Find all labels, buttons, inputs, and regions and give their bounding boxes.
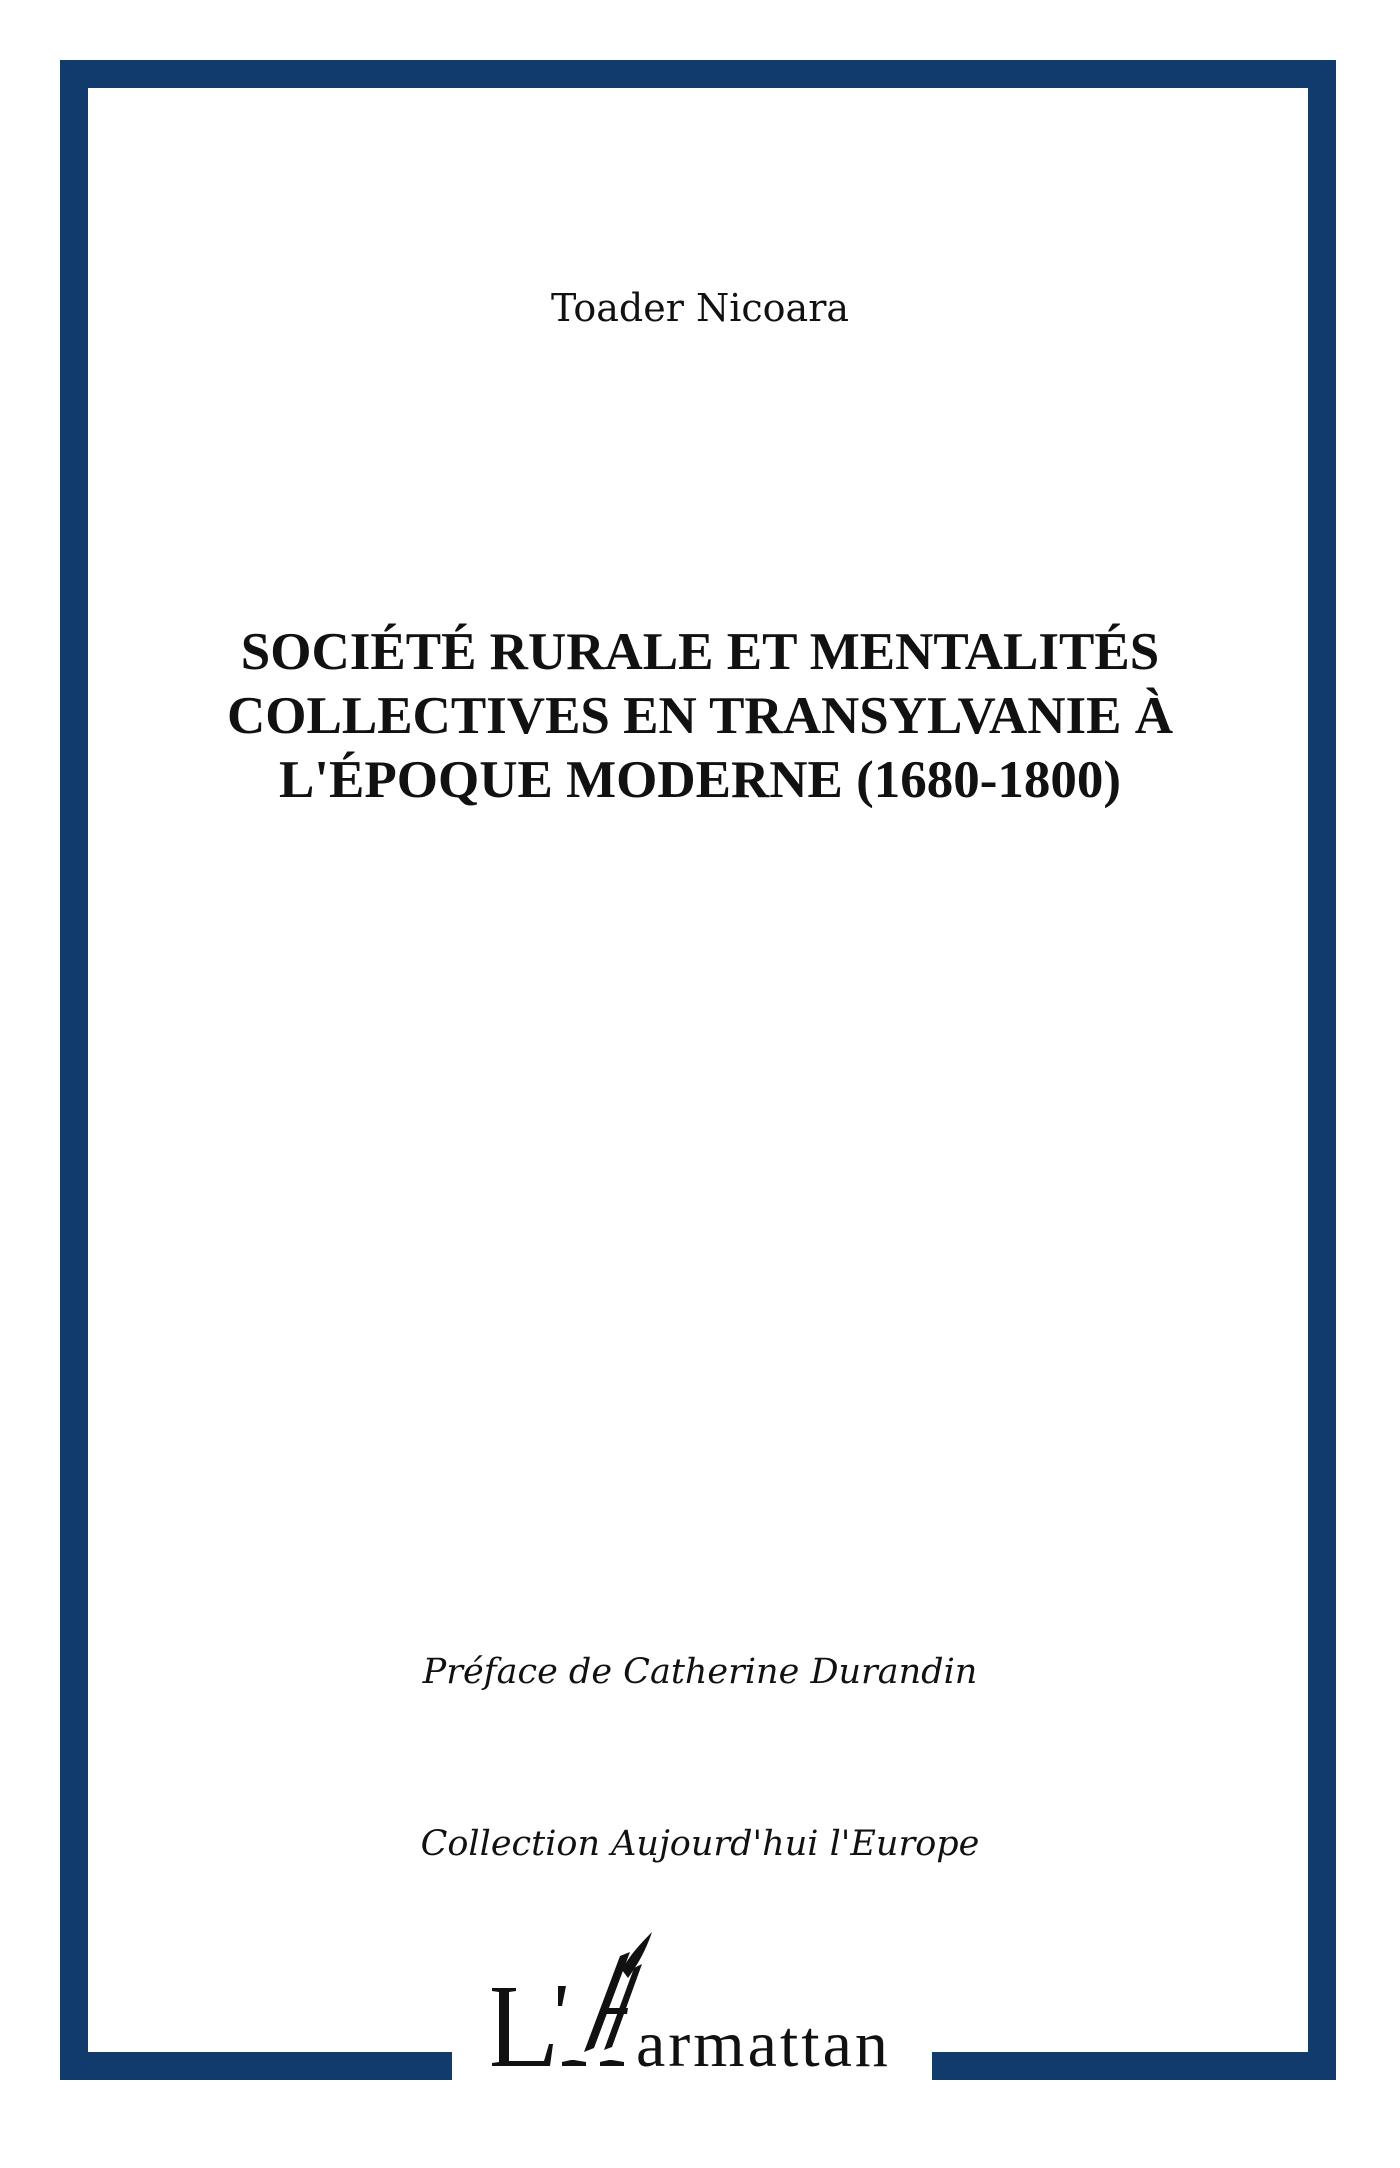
author-name: Toader Nicoara: [550, 286, 850, 330]
collection-name: Collection Aujourd'hui l'Europe: [420, 1824, 980, 1864]
cover-border-frame: [60, 60, 1336, 2080]
logo-letter-h: [562, 2060, 624, 2066]
preface-credit: Préface de Catherine Durandin: [422, 1652, 978, 1692]
publisher-logo: [452, 1930, 932, 2090]
logo-wordmark: armattan: [636, 2008, 891, 2081]
book-title: SOCIÉTÉ RURALE ET MENTALITÉS COLLECTIVES EN TRANSYLVANIE À L'ÉPOQUE MODERNE (1680-1800): [227, 623, 1173, 809]
logo-letter-l: [492, 1986, 566, 2066]
